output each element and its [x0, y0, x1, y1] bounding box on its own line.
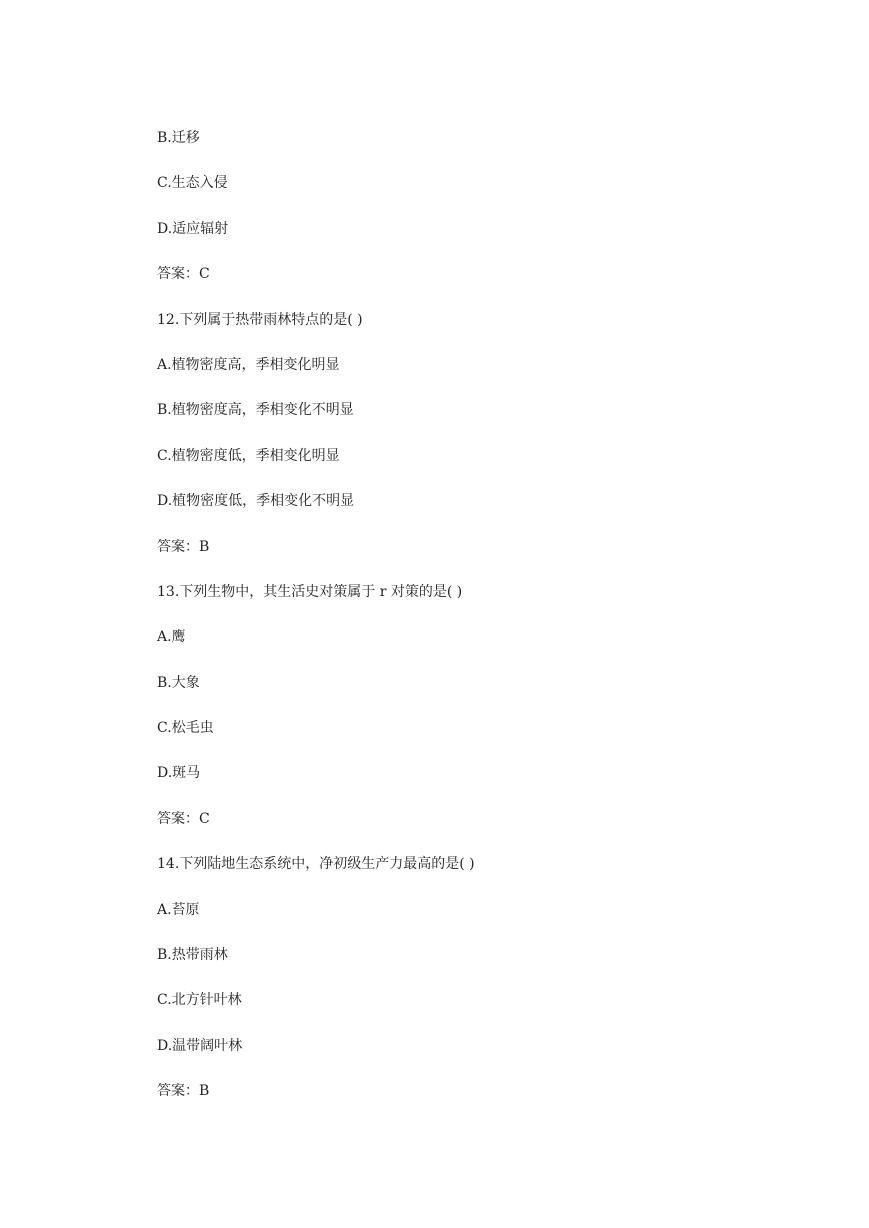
q14-option-a: A.苔原 [157, 901, 200, 918]
option-b-migration: B.迁移 [157, 130, 200, 146]
answer-q11: 答案：C [157, 266, 210, 283]
q14-option-b: B.热带雨林 [157, 947, 228, 964]
q13-option-c: C.松毛虫 [157, 720, 214, 737]
q14-option-c: C.北方针叶林 [157, 992, 242, 1009]
q12-option-c: C.植物密度低，季相变化明显 [157, 447, 340, 464]
q13-option-d: D.斑马 [157, 765, 201, 782]
q12-option-d: D.植物密度低，季相变化不明显 [157, 493, 355, 510]
q12-option-b: B.植物密度高，季相变化不明显 [157, 402, 354, 419]
q14-option-d: D.温带阔叶林 [157, 1037, 243, 1054]
option-c-ecological-invasion: C.生态入侵 [157, 175, 228, 192]
question-14: 14.下列陆地生态系统中，净初级生产力最高的是( ) [157, 856, 475, 873]
q13-option-a: A.鹰 [157, 629, 186, 646]
answer-q13: 答案：C [157, 810, 210, 827]
answer-q14: 答案：B [157, 1083, 210, 1100]
q12-option-a: A.植物密度高，季相变化明显 [157, 356, 340, 373]
question-13: 13.下列生物中，其生活史对策属于 r 对策的是( ) [157, 583, 463, 600]
question-list [157, 128, 777, 1127]
q13-option-b: B.大象 [157, 674, 200, 691]
question-12: 12.下列属于热带雨林特点的是( ) [157, 311, 363, 328]
option-d-adaptive-radiation: D.适应辐射 [157, 220, 229, 237]
answer-q12: 答案：B [157, 538, 210, 555]
